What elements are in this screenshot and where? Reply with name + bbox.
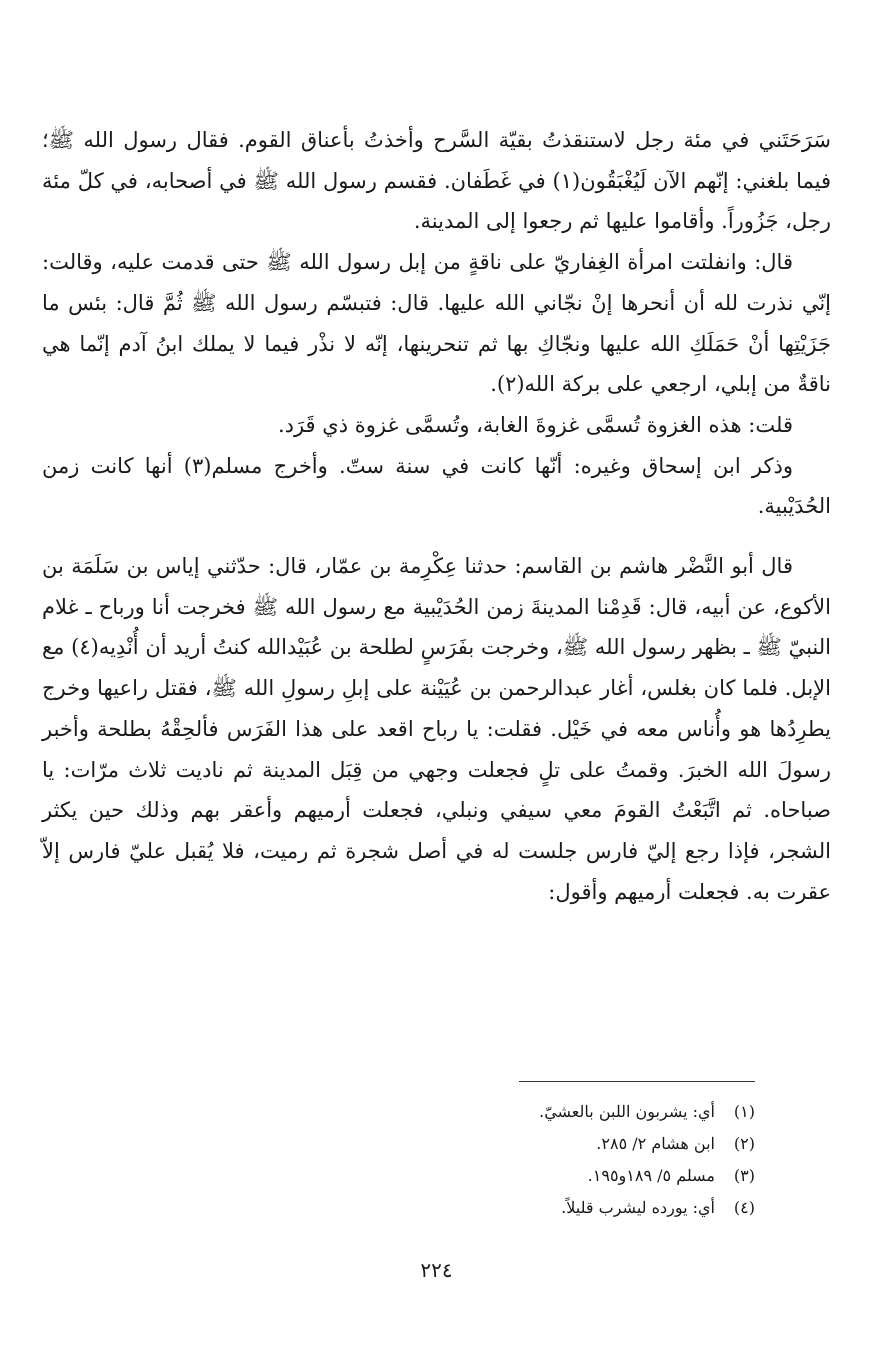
footnote-4: [255, 1192, 755, 1224]
footnotes: [255, 1096, 755, 1224]
footnote-text: أي: يشربون اللبن بالعشيّ.: [539, 1102, 715, 1121]
footnote-text: ابن هشام ٢/ ٢٨٥.: [596, 1134, 715, 1153]
paragraph-ghaba-note: قلت: هذه الغزوة تُسمَّى غزوةَ الغابة، وتُسمَّى غزوة ذي قَرَد.: [277, 412, 793, 437]
paragraph-ghifari-camel: قال: وانفلتت امرأة الغِفاريّ على ناقةٍ من إبل رسول الله ﷺ حتى قدمت عليه، وقالت: إنّي نذرت لله أن أنحرها إنْ نجّاني الله عليها. قال: فتبسّم رسول الله ﷺ ثُمَّ قال: بئس ما جَزَيْتِها أنْ حَمَلَكِ الله عليها ونجّاكِ بها ثم تنحرينها، إنّه لا نذْر فيما لا يملك ابنُ آدم إنّما هي ناقةٌ من إبلي، ارجعي على بركة الله(٢).: [42, 250, 831, 397]
page-number: ٢٢٤: [420, 1258, 453, 1282]
paragraph-continuation: سَرَحَتَني في مئة رجل لاستنقذتُ بقيّة السَّرح وأخذتُ بأعناق القوم. فقال رسول الله ﷺ؛ فيما بلغني: إنّهم الآن لَيُغْبَقُون(١) في غَطَفان. فقسم رسول الله ﷺ في أصحابه، في كلّ مئة رجل، جَزُوراً. وأقاموا عليها ثم رجعوا إلى المدينة.: [42, 128, 831, 234]
footnote-2: [255, 1128, 755, 1160]
footnote-text: أي: يورده ليشرب قليلاً.: [561, 1198, 715, 1217]
footnote-number: (٣): [733, 1166, 755, 1185]
paragraph-ibn-ishaq: وذكر ابن إسحاق وغيره: أنّها كانت في سنة ستّ. وأخرج مسلم(٣) أنها كانت زمن الحُدَيْبية.: [42, 453, 831, 519]
footnote-number: (٢): [733, 1134, 755, 1153]
footnote-text: مسلم ٥/ ١٨٩و١٩٥.: [587, 1166, 715, 1185]
footnote-number: (١): [733, 1102, 755, 1121]
footnote-number: (٤): [733, 1198, 755, 1217]
main-text: [42, 120, 831, 912]
paragraph-abu-nadr: قال أبو النَّضْر هاشم بن القاسم: حدثنا عِكْرِمة بن عمّار، قال: حدّثني إياس بن سَلَمَة بن الأكوع، عن أبيه، قال: قَدِمْنا المدينةَ زمن الحُدَيْبية مع رسول الله ﷺ فخرجت أنا ورباح ـ غلام النبيّ ﷺ ـ بظهر رسول الله ﷺ، وخرجت بفَرَسٍ لطلحة بن عُبَيْدالله كنتُ أريد أن أُنْدِيه(٤) مع الإبل. فلما كان بغلس، أغار عبدالرحمن بن عُيَيْنة على إبلِ رسولِ الله ﷺ، فقتل راعيها وخرج يطرِدُها هو وأُناس معه في خَيْل. فقلت: يا رباح اقعد على هذا الفَرَس فألحِقْهُ بطلحة وأخبر رسولَ الله الخبرَ. وقمتُ على تلٍ فجعلت وجهي من قِبَل المدينة ثم ناديت ثلاث مرّات: يا صباحاه. ثم اتَّبَعْتُ القومَ معي سيفي ونبلي، فجعلت أرميهم وأعقر بهم وذلك حين يكثر الشجر، فإذا رجع إليّ فارس جلست له في أصل شجرة ثم رميت، فلا يُقبل عليّ فارس إلاّ عقرت به. فجعلت أرميهم وأقول:: [42, 554, 832, 904]
footnote-1: [255, 1096, 755, 1128]
footnote-3: [255, 1160, 755, 1192]
footnote-separator: [519, 1081, 755, 1082]
